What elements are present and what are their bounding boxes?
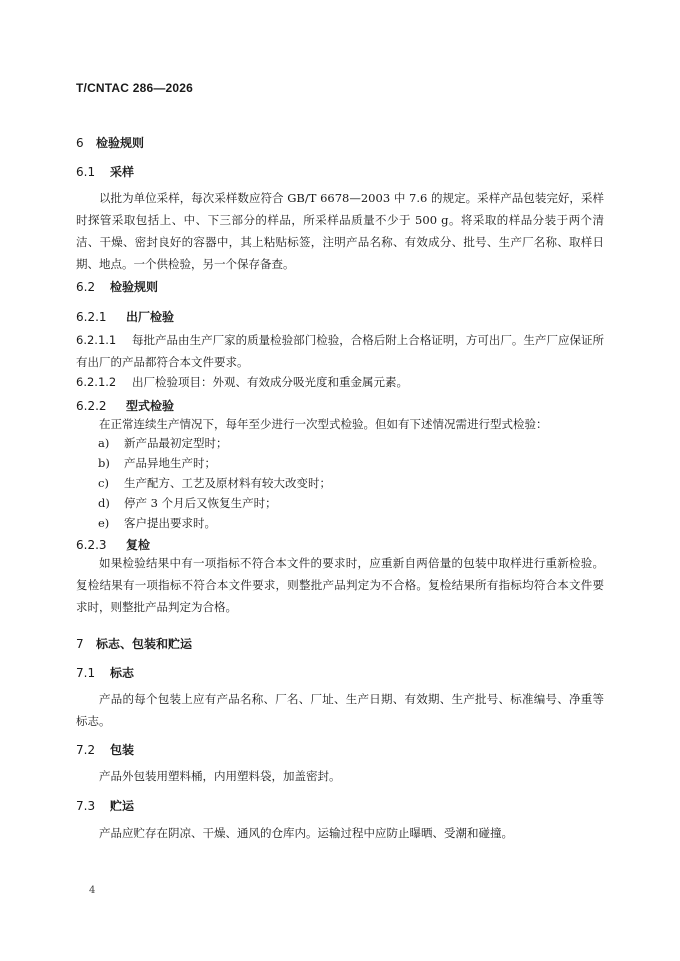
- section-number: 7.2: [76, 743, 96, 757]
- section-6-2-1-heading: [76, 308, 174, 325]
- section-6-1-heading: [76, 163, 134, 180]
- section-title: 标志: [110, 666, 135, 680]
- section-7-2-heading: [76, 741, 134, 758]
- section-title: 复检: [126, 538, 151, 552]
- list-text: 产品异地生产时；: [124, 456, 216, 470]
- list-text: 停产 3 个月后又恢复生产时；: [124, 496, 277, 510]
- section-6-heading: [76, 134, 144, 151]
- section-title: 贮运: [110, 799, 135, 813]
- list-item: [98, 453, 216, 473]
- section-7-1-heading: [76, 664, 134, 681]
- section-7-3-heading: [76, 797, 134, 814]
- section-title: 出厂检验: [126, 310, 175, 324]
- standard-code: T/CNTAC 286—2026: [76, 81, 194, 95]
- section-number: 7.3: [76, 799, 96, 813]
- clause-text: 每批产品由生产厂家的质量检验部门检验，合格后附上合格证明，方可出厂。生产厂应保证所有出厂的产品都符合本文件要求。: [76, 333, 604, 369]
- list-item: [98, 493, 277, 513]
- packaging-paragraph: 产品外包装用塑料桶，内用塑料袋，加盖密封。: [99, 769, 341, 783]
- list-marker: d): [98, 496, 110, 510]
- section-title: 检验规则: [110, 280, 159, 294]
- section-title: 包装: [110, 743, 135, 757]
- section-6-2-3-heading: [76, 536, 150, 553]
- list-text: 生产配方、工艺及原材料有较大改变时；: [124, 476, 331, 490]
- sampling-paragraph: 以批为单位采样，每次采样数应符合 GB/T 6678—2003 中 7.6 的规定。采样产品包装完好，采样时探管采取包括上、中、下三部分的样品，所采样品质量不少于 500 g。将采取的样品分装于两个清洁、干燥、密封良好的容器中，其上粘贴标签，注明产品名称、有效成分、批号、生产厂名称、取样日期、地点。一个供检验，另一个保存备查。: [76, 191, 604, 271]
- list-marker: b): [98, 456, 110, 470]
- clause-number: 6.2.1.2: [76, 375, 117, 389]
- page-number: 4: [89, 885, 96, 896]
- recheck-paragraph: 如果检验结果中有一项指标不符合本文件的要求时，应重新自两倍量的包装中取样进行重新检验。复检结果有一项指标不符合本文件要求，则整批产品判定为不合格。复检结果所有指标均符合本文件要求时，则整批产品判定为合格。: [76, 556, 604, 614]
- section-number: 6.2: [76, 280, 96, 294]
- section-6-2-heading: [76, 278, 158, 295]
- list-item: [98, 433, 228, 453]
- clause-text: 出厂检验项目：外观、有效成分吸光度和重金属元素。: [132, 375, 408, 389]
- section-number: 7.1: [76, 666, 96, 680]
- clause-6-2-1-2: [76, 371, 604, 393]
- storage-paragraph: 产品应贮存在阴凉、干燥、通风的仓库内。运输过程中应防止曝晒、受潮和碰撞。: [99, 826, 513, 840]
- section-number: 6.2.2: [76, 399, 107, 413]
- section-number: 6.2.1: [76, 310, 107, 324]
- list-item: [98, 473, 331, 493]
- section-6-2-2-heading: [76, 397, 174, 414]
- clause-6-2-1-1: [76, 329, 604, 373]
- type-inspection-intro: 在正常连续生产情况下，每年至少进行一次型式检验。但如有下述情况需进行型式检验：: [99, 417, 548, 431]
- section-title: 检验规则: [96, 136, 145, 150]
- list-marker: a): [98, 436, 110, 450]
- section-number: 7: [76, 637, 84, 651]
- section-number: 6: [76, 136, 84, 150]
- marking-paragraph: 产品的每个包装上应有产品名称、厂名、厂址、生产日期、有效期、生产批号、标准编号、净重等标志。: [76, 692, 604, 728]
- section-title: 标志、包装和贮运: [96, 637, 193, 651]
- list-marker: c): [98, 476, 109, 490]
- section-number: 6.1: [76, 165, 96, 179]
- list-marker: e): [98, 516, 110, 530]
- list-item: [98, 513, 216, 533]
- section-title: 采样: [110, 165, 135, 179]
- section-number: 6.2.3: [76, 538, 107, 552]
- section-7-heading: [76, 635, 192, 652]
- section-title: 型式检验: [126, 399, 175, 413]
- clause-number: 6.2.1.1: [76, 333, 117, 347]
- list-text: 客户提出要求时。: [124, 516, 216, 530]
- list-text: 新产品最初定型时；: [124, 436, 228, 450]
